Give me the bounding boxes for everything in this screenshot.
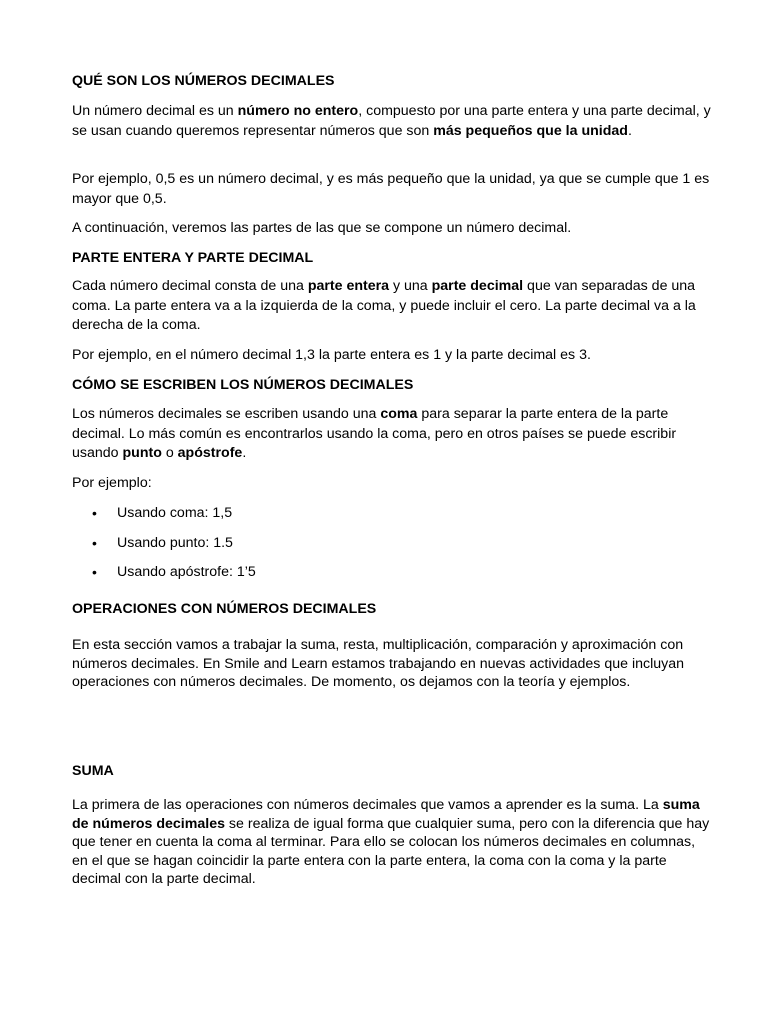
paragraph-por-ejemplo: Por ejemplo: <box>72 475 152 491</box>
text-run: . <box>242 445 247 462</box>
paragraph-suma <box>72 796 712 889</box>
list-item-text: Usando coma: 1,5 <box>117 505 233 521</box>
bold-text-run: parte entera <box>307 278 390 294</box>
paragraph-example-05: Por ejemplo, 0,5 es un número decimal, y es más pequeño que la unidad, ya que se cumple que 1 es mayor que 0,5. <box>72 171 710 207</box>
text-run: o <box>161 445 178 462</box>
list-item-text: Usando apóstrofe: 1’5 <box>117 564 256 580</box>
bullet-icon: • <box>92 535 97 551</box>
heading-parte-entera-decimal: PARTE ENTERA Y PARTE DECIMAL <box>72 250 314 266</box>
text-run: , compuesto por una parte entera y una parte decimal, y se usan cuando queremos representar números que son <box>72 103 711 139</box>
paragraph-intro-parts: A continuación, veremos las partes de las que se compone un número decimal. <box>72 220 572 236</box>
bold-text-run: punto <box>122 445 162 462</box>
bullet-icon: • <box>92 505 97 521</box>
paragraph-separators <box>72 405 712 464</box>
bold-text-run: suma de números decimales <box>72 797 700 832</box>
text-run: para separar la parte entera de la parte decimal. Lo más común es encontrarlos usando la coma, pero en otros países se puede escribir usando <box>72 406 677 462</box>
heading-suma: SUMA <box>72 763 114 779</box>
bold-text-run: coma <box>380 406 418 422</box>
list-item-text: Usando punto: 1.5 <box>117 535 233 551</box>
paragraph-definition <box>72 102 712 141</box>
text-run: Un número decimal es un <box>72 103 238 119</box>
paragraph-parts <box>72 277 712 336</box>
bold-text-run: apóstrofe <box>177 445 243 462</box>
bullet-icon: • <box>92 564 97 580</box>
text-run: Cada número decimal consta de una <box>72 278 308 294</box>
heading-operaciones: OPERACIONES CON NÚMEROS DECIMALES <box>72 601 377 617</box>
paragraph-operaciones: En esta sección vamos a trabajar la suma, resta, multiplicación, comparación y aproximación con números decimales. En Smile and Learn estamos trabajando en nuevas actividades que incluyan operaciones con números decimales. De momento, os dejamos con la teoría y ejemplos. <box>72 637 685 690</box>
heading-como-se-escriben: CÓMO SE ESCRIBEN LOS NÚMEROS DECIMALES <box>72 377 414 393</box>
text-run: La primera de las operaciones con números decimales que vamos a aprender es la suma. La <box>72 797 663 813</box>
text-run: Los números decimales se escriben usando una <box>72 406 381 422</box>
heading-que-son: QUÉ SON LOS NÚMEROS DECIMALES <box>72 73 335 89</box>
text-run: que van separadas de una coma. La parte entera va a la izquierda de la coma, y puede incluir el cero. La parte decimal va a la derecha de la coma. <box>72 278 696 334</box>
bold-text-run: parte decimal <box>431 278 524 294</box>
paragraph-example-13: Por ejemplo, en el número decimal 1,3 la parte entera es 1 y la parte decimal es 3. <box>72 347 591 363</box>
text-run: y una <box>389 278 432 294</box>
bold-text-run: más pequeños que la unidad <box>433 122 628 139</box>
bold-text-run: número no entero <box>237 103 359 119</box>
text-run: . <box>627 122 632 139</box>
text-run: se realiza de igual forma que cualquier suma, pero con la diferencia que hay que tener en cuenta la coma al terminar. Para ello se colocan los números decimales en columnas, en el que se hagan coincidir la parte entera con la parte entera, la coma con la coma y la parte decimal con la parte decimal. <box>72 815 710 887</box>
